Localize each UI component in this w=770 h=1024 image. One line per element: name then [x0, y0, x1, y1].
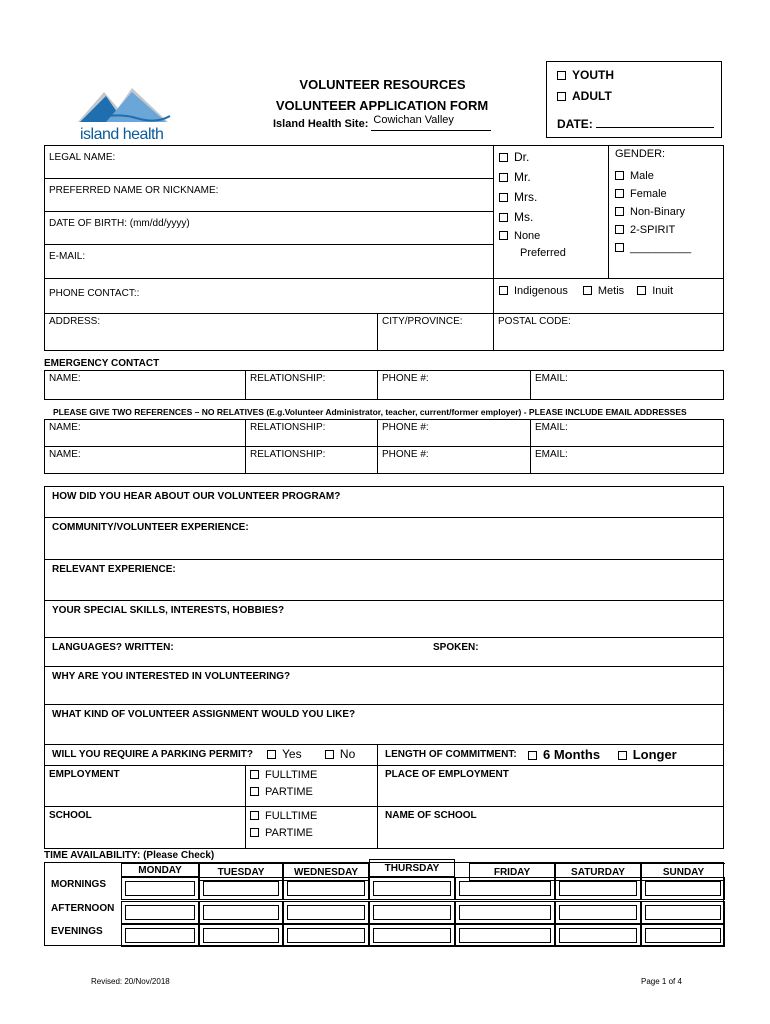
school-fulltime-checkbox[interactable] [250, 811, 259, 820]
availability-slot-box [287, 881, 365, 896]
ref2-email-field[interactable] [530, 446, 724, 474]
parking-label: WILL YOU REQUIRE A PARKING PERMIT? [52, 749, 253, 760]
site-value: Cowichan Valley [373, 114, 454, 126]
phone-label: PHONE CONTACT:: [49, 288, 140, 299]
slot-mornings: MORNINGS [51, 879, 106, 890]
community-experience-label: COMMUNITY/VOLUNTEER EXPERIENCE: [52, 522, 249, 533]
six-months-label: 6 Months [543, 747, 601, 762]
page-number: Page 1 of 4 [641, 977, 682, 986]
city-label: CITY/PROVINCE: [382, 316, 463, 327]
title-none-checkbox[interactable] [499, 231, 508, 240]
title-mrs: Mrs. [514, 190, 538, 204]
emergency-name-label: NAME: [49, 373, 81, 384]
ref2-phone-field[interactable] [377, 446, 531, 474]
dob-label: DATE OF BIRTH: (mm/dd/yyyy) [49, 218, 190, 229]
gender-nonbinary-checkbox[interactable] [615, 207, 624, 216]
gender-label: GENDER: [615, 148, 666, 160]
place-of-employment-label: PLACE OF EMPLOYMENT [385, 769, 509, 780]
commitment-row [377, 744, 724, 766]
availability-friday-evenings-checkbox[interactable] [455, 924, 555, 947]
day-thursday: THURSDAY [369, 859, 455, 877]
gender-female: Female [630, 188, 667, 200]
school-fulltime: FULLTIME [265, 810, 318, 822]
availability-slot-box [203, 905, 279, 920]
parking-yes-label: Yes [282, 747, 302, 761]
availability-slot-box [459, 928, 551, 943]
slot-evenings: EVENINGS [51, 926, 103, 937]
availability-wednesday-mornings-checkbox[interactable] [283, 877, 369, 900]
ref2-relationship-label: RELATIONSHIP: [250, 449, 326, 460]
ref1-phone-label: PHONE #: [382, 422, 429, 433]
gender-male: Male [630, 170, 654, 182]
indigenous-label: Indigenous [514, 285, 568, 297]
availability-slot-box [287, 905, 365, 920]
emergency-phone-label: PHONE #: [382, 373, 429, 384]
preferred-name-field[interactable] [44, 178, 494, 212]
date-row [557, 116, 714, 131]
employment-parttime-checkbox[interactable] [250, 787, 259, 796]
emergency-email-field[interactable] [530, 370, 724, 400]
availability-grid [44, 862, 724, 946]
day-friday: FRIDAY [469, 863, 555, 881]
mountain-logo-icon [76, 82, 176, 130]
languages-written-label: LANGUAGES? WRITTEN: [52, 642, 174, 653]
employment-type-cell [245, 765, 378, 807]
youth-checkbox[interactable] [557, 71, 566, 80]
community-experience-field[interactable] [44, 517, 724, 560]
address-field[interactable] [44, 313, 378, 351]
school-type-cell [245, 806, 378, 849]
availability-slot-box [645, 928, 721, 943]
commitment-label: LENGTH OF COMMITMENT: [385, 749, 517, 760]
school-label: SCHOOL [49, 810, 92, 821]
employment-fulltime: FULLTIME [265, 769, 318, 781]
relevant-experience-field[interactable] [44, 559, 724, 601]
ref1-email-label: EMAIL: [535, 422, 568, 433]
availability-monday-afternoon-checkbox[interactable] [121, 901, 199, 924]
six-months-checkbox[interactable] [528, 751, 537, 760]
availability-slot-box [287, 928, 365, 943]
relevant-experience-label: RELEVANT EXPERIENCE: [52, 564, 176, 575]
employment-parttime: PARTIME [265, 786, 313, 798]
longer-checkbox[interactable] [618, 751, 627, 760]
employment-cell [44, 765, 246, 807]
availability-monday-mornings-checkbox[interactable] [121, 877, 199, 900]
place-of-employment-field[interactable] [377, 765, 724, 807]
emergency-relationship-label: RELATIONSHIP: [250, 373, 326, 384]
parking-no-label: No [339, 747, 356, 761]
languages-field[interactable] [44, 637, 724, 667]
availability-thursday-mornings-checkbox[interactable] [369, 877, 455, 900]
title-mr-checkbox[interactable] [499, 173, 508, 182]
ref1-name-label: NAME: [49, 422, 81, 433]
age-date-box [546, 61, 722, 138]
availability-friday-afternoon-checkbox[interactable] [455, 901, 555, 924]
day-saturday: SATURDAY [555, 863, 641, 881]
gender-other-checkbox[interactable] [615, 243, 624, 252]
legal-name-label: LEGAL NAME: [49, 152, 116, 163]
title-dr: Dr. [514, 150, 530, 164]
youth-label: YOUTH [572, 68, 614, 82]
school-parttime-checkbox[interactable] [250, 828, 259, 837]
metis-label: Metis [597, 285, 625, 297]
availability-tuesday-mornings-checkbox[interactable] [199, 877, 283, 900]
form-title-1: VOLUNTEER RESOURCES [299, 77, 466, 92]
skills-label: YOUR SPECIAL SKILLS, INTERESTS, HOBBIES? [52, 605, 285, 616]
address-label: ADDRESS: [49, 316, 101, 327]
name-of-school-label: NAME OF SCHOOL [385, 810, 477, 821]
name-of-school-field[interactable] [377, 806, 724, 849]
availability-sunday-mornings-checkbox[interactable] [641, 877, 725, 900]
why-volunteer-field[interactable] [44, 666, 724, 705]
availability-slot-box [645, 881, 721, 896]
gender-female-checkbox[interactable] [615, 189, 624, 198]
ref2-name-label: NAME: [49, 449, 81, 460]
logo-text: island health [80, 126, 164, 143]
availability-monday-evenings-checkbox[interactable] [121, 924, 199, 947]
availability-slot-box [125, 881, 195, 896]
email-field[interactable] [44, 244, 494, 279]
identity-options [493, 278, 724, 314]
gender-2spirit: 2-SPIRIT [630, 224, 676, 236]
phone-field[interactable] [44, 278, 494, 314]
ref1-relationship-field[interactable] [245, 419, 378, 447]
parking-no-checkbox[interactable] [325, 750, 334, 759]
availability-tuesday-evenings-checkbox[interactable] [199, 924, 283, 947]
availability-slot-box [559, 881, 637, 896]
site-label: Island Health Site: [273, 118, 369, 130]
ref1-relationship-label: RELATIONSHIP: [250, 422, 326, 433]
title-options [493, 145, 609, 279]
availability-slot-box [373, 905, 451, 920]
date-field[interactable] [596, 116, 714, 128]
gender-other: __________ [630, 242, 692, 254]
availability-sunday-evenings-checkbox[interactable] [641, 924, 725, 947]
site-row [273, 114, 491, 131]
employment-label: EMPLOYMENT [49, 769, 120, 780]
assignment-label: WHAT KIND OF VOLUNTEER ASSIGNMENT WOULD YOU LIKE? [52, 709, 356, 720]
day-wednesday: WEDNESDAY [283, 863, 369, 881]
title-none: None [514, 230, 541, 242]
references-heading: PLEASE GIVE TWO REFERENCES – NO RELATIVES (E.g.Volunteer Administrator, teacher, current/former employer) - PLEASE INCLUDE EMAIL ADDRESSES [53, 407, 687, 417]
availability-slot-box [125, 928, 195, 943]
title-ms-checkbox[interactable] [499, 213, 508, 222]
ref1-name-field[interactable] [44, 419, 246, 447]
school-parttime: PARTIME [265, 827, 313, 839]
emergency-phone-field[interactable] [377, 370, 531, 400]
day-monday: MONDAY [121, 863, 199, 877]
legal-name-field[interactable] [44, 145, 494, 179]
availability-thursday-evenings-checkbox[interactable] [369, 924, 455, 947]
availability-saturday-afternoon-checkbox[interactable] [555, 901, 641, 924]
availability-wednesday-afternoon-checkbox[interactable] [283, 901, 369, 924]
emergency-email-label: EMAIL: [535, 373, 568, 384]
availability-saturday-evenings-checkbox[interactable] [555, 924, 641, 947]
gender-options [608, 145, 724, 279]
availability-sunday-afternoon-checkbox[interactable] [641, 901, 725, 924]
island-health-logo [76, 82, 176, 144]
title-preferred: Preferred [520, 247, 566, 259]
skills-field[interactable] [44, 600, 724, 638]
availability-friday-mornings-checkbox[interactable] [455, 877, 555, 900]
availability-slot-box [559, 928, 637, 943]
availability-tuesday-afternoon-checkbox[interactable] [199, 901, 283, 924]
postal-label: POSTAL CODE: [498, 316, 571, 327]
title-mrs-checkbox[interactable] [499, 193, 508, 202]
availability-slot-box [203, 881, 279, 896]
ref1-phone-field[interactable] [377, 419, 531, 447]
indigenous-checkbox[interactable] [499, 286, 508, 295]
availability-slot-box [373, 928, 451, 943]
inuit-checkbox[interactable] [637, 286, 646, 295]
availability-slot-box [125, 905, 195, 920]
availability-thursday-afternoon-checkbox[interactable] [369, 901, 455, 924]
emergency-name-field[interactable] [44, 370, 246, 400]
adult-checkbox[interactable] [557, 92, 566, 101]
day-tuesday: TUESDAY [199, 863, 283, 881]
availability-wednesday-evenings-checkbox[interactable] [283, 924, 369, 947]
metis-checkbox[interactable] [583, 286, 592, 295]
day-sunday: SUNDAY [641, 863, 725, 881]
availability-heading: TIME AVAILABILITY: (Please Check) [44, 850, 215, 861]
adult-label: ADULT [572, 89, 612, 103]
ref2-relationship-field[interactable] [245, 446, 378, 474]
inuit-label: Inuit [652, 285, 674, 297]
dob-field[interactable] [44, 211, 494, 245]
ref2-phone-label: PHONE #: [382, 449, 429, 460]
slot-afternoon: AFTERNOON [51, 903, 115, 914]
employment-fulltime-checkbox[interactable] [250, 770, 259, 779]
ref2-email-label: EMAIL: [535, 449, 568, 460]
languages-spoken-label: SPOKEN: [433, 642, 479, 653]
emergency-relationship-field[interactable] [245, 370, 378, 400]
availability-slot-box [459, 881, 551, 896]
assignment-field[interactable] [44, 704, 724, 745]
ref1-email-field[interactable] [530, 419, 724, 447]
availability-saturday-mornings-checkbox[interactable] [555, 877, 641, 900]
hear-about-label: HOW DID YOU HEAR ABOUT OUR VOLUNTEER PROGRAM? [52, 491, 341, 502]
school-cell [44, 806, 246, 849]
why-volunteer-label: WHY ARE YOU INTERESTED IN VOLUNTEERING? [52, 671, 291, 682]
parking-row [44, 744, 378, 766]
availability-slot-box [373, 881, 451, 896]
longer-label: Longer [632, 747, 677, 762]
gender-nonbinary: Non-Binary [630, 206, 686, 218]
title-dr-checkbox[interactable] [499, 153, 508, 162]
availability-slot-box [645, 905, 721, 920]
parking-yes-checkbox[interactable] [267, 750, 276, 759]
email-label: E-MAIL: [49, 251, 86, 262]
availability-slot-box [203, 928, 279, 943]
gender-2spirit-checkbox[interactable] [615, 225, 624, 234]
revised-date: Revised: 20/Nov/2018 [91, 977, 170, 986]
form-title-2: VOLUNTEER APPLICATION FORM [275, 98, 489, 113]
date-label: DATE: [557, 117, 593, 131]
availability-slot-box [459, 905, 551, 920]
preferred-name-label: PREFERRED NAME OR NICKNAME: [49, 185, 219, 196]
gender-male-checkbox[interactable] [615, 171, 624, 180]
title-mr: Mr. [514, 170, 531, 184]
site-value-field[interactable] [371, 114, 491, 131]
postal-field[interactable] [493, 313, 724, 351]
city-field[interactable] [377, 313, 494, 351]
ref2-name-field[interactable] [44, 446, 246, 474]
hear-about-field[interactable] [44, 486, 724, 518]
availability-slot-box [559, 905, 637, 920]
title-ms: Ms. [514, 210, 534, 224]
emergency-heading: EMERGENCY CONTACT [44, 358, 160, 369]
